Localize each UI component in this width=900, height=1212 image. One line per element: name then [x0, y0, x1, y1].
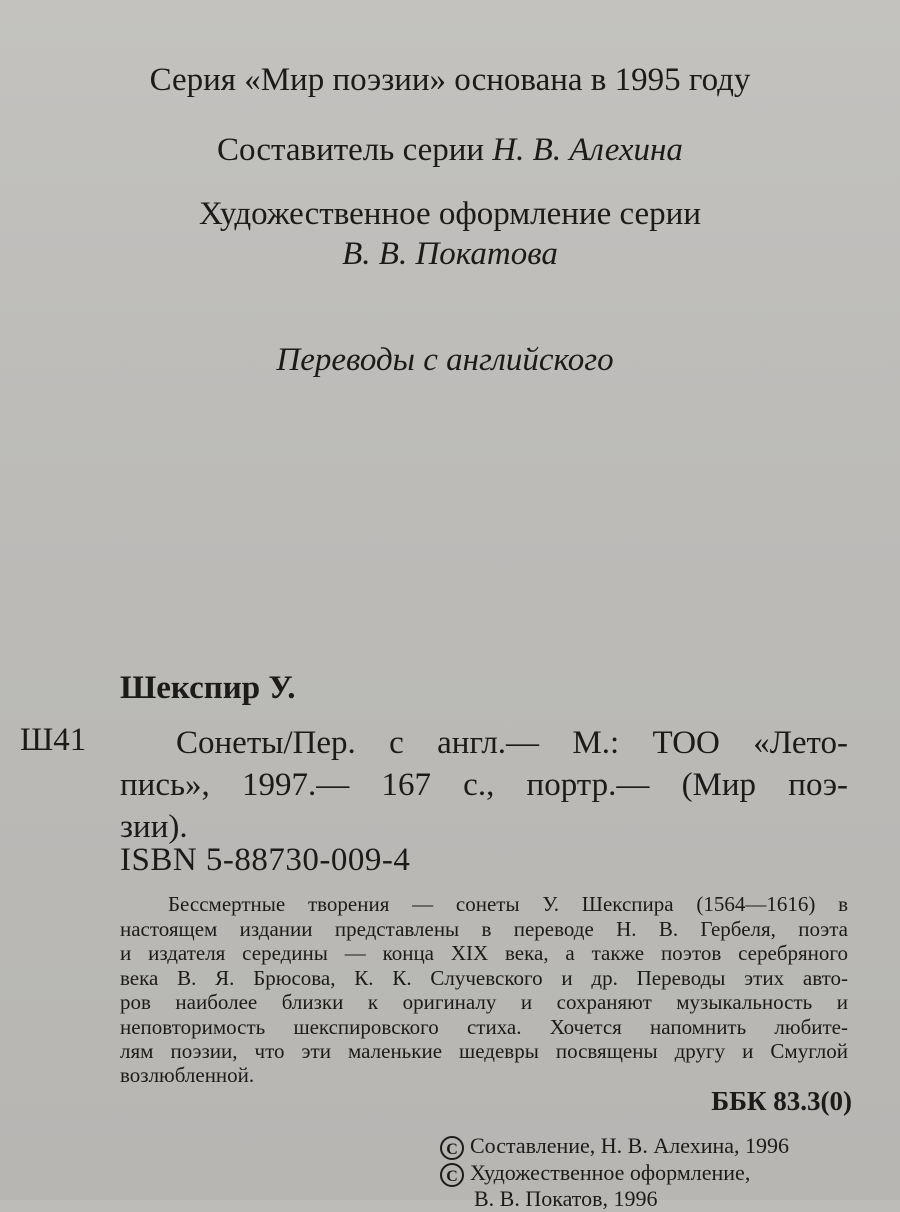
abstract-line: и издателя середины — конца XIX века, а также поэтов серебряного — [120, 941, 848, 965]
copyright-icon: C — [440, 1163, 464, 1187]
abstract-line: века В. Я. Брюсова, К. К. Случевского и др. Переводы этих авто- — [120, 966, 848, 990]
copyright-text: Составление, Н. В. Алехина, 1996 — [470, 1133, 789, 1158]
call-number: Ш41 — [20, 722, 87, 758]
biblio-line: Сонеты/Пер. с англ.— М.: ТОО «Лето- — [176, 725, 848, 761]
abstract-line: возлюбленной. — [120, 1063, 255, 1087]
abstract-line: лям поэзии, что эти маленькие шедевры посвящены другу и Смуглой — [120, 1039, 848, 1063]
series-design-label: Художественное оформление серии — [199, 196, 701, 232]
series-compiler-name: Н. В. Алехина — [492, 132, 683, 168]
isbn-number: ISBN 5-88730-009-4 — [120, 842, 411, 878]
copyright-line-continued: В. В. Покатов, 1996 — [474, 1186, 658, 1211]
bbk-classification: ББК 83.3(0) — [711, 1086, 852, 1116]
series-compiler-text — [10, 132, 890, 169]
copyright-line — [440, 1133, 789, 1160]
copyright-line — [440, 1160, 750, 1187]
series-design-name: В. В. Покатова — [342, 236, 558, 272]
author-heading: Шекспир У. — [120, 670, 296, 706]
series-compiler-prefix: Составитель серии — [217, 132, 493, 168]
series-founded-text: Серия «Мир поэзии» основана в 1995 году — [149, 62, 751, 98]
abstract-line: ров наиболее близки к оригиналу и сохраняют музыкальность и — [120, 990, 848, 1014]
copyright-icon: C — [440, 1136, 464, 1160]
abstract-line: неповторимость шекспировского стиха. Хочется напомнить любите- — [120, 1015, 848, 1039]
copyright-text: Художественное оформление, — [470, 1160, 751, 1185]
abstract-line: Бессмертные творения — сонеты У. Шекспира (1564—1616) в — [168, 892, 848, 916]
biblio-line: пись», 1997.— 167 с., портр.— (Мир поэ- — [120, 767, 848, 803]
translations-note: Переводы с английского — [276, 342, 614, 378]
abstract-line: настоящем издании представлены в переводе Н. В. Гербеля, поэта — [120, 917, 848, 941]
biblio-line: зии). — [120, 809, 188, 845]
